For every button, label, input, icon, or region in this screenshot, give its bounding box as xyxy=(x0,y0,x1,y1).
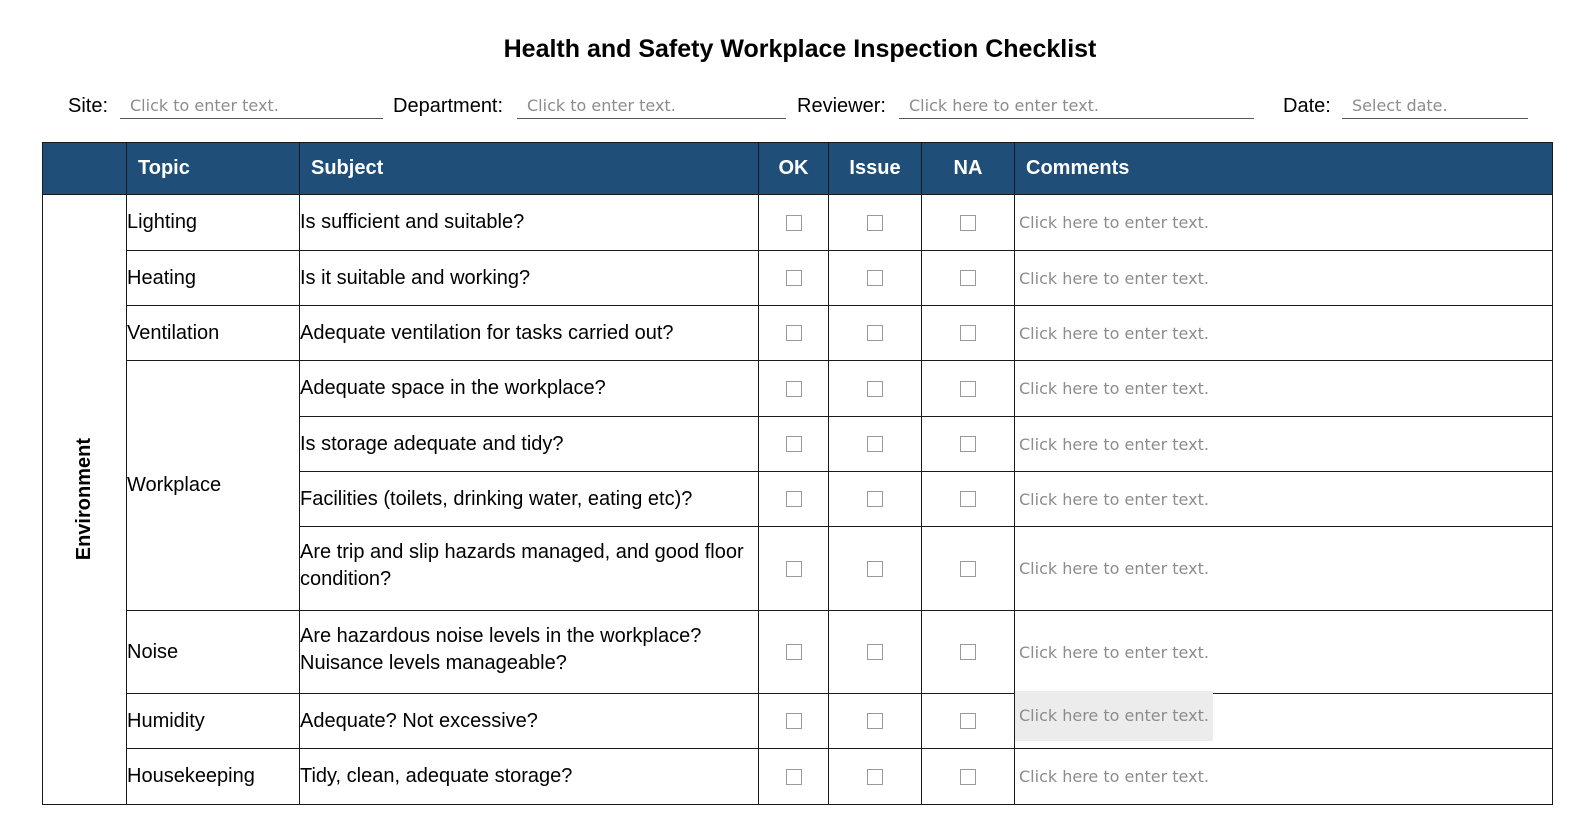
comment-input[interactable]: Click here to enter text. xyxy=(1019,489,1209,509)
issue-checkbox[interactable] xyxy=(867,436,883,452)
na-checkbox[interactable] xyxy=(960,436,976,452)
issue-checkbox[interactable] xyxy=(867,215,883,231)
comment-input[interactable]: Click here to enter text. xyxy=(1019,559,1209,578)
topic-cell: Noise xyxy=(127,611,300,694)
na-checkbox[interactable] xyxy=(960,491,976,507)
reviewer-label: Reviewer: xyxy=(797,95,886,117)
subject-cell: Is it suitable and working? xyxy=(300,251,759,306)
category-cell xyxy=(43,195,127,805)
subject-cell: Adequate? Not excessive? xyxy=(300,694,759,749)
comment-input[interactable]: Click here to enter text. xyxy=(1019,268,1209,288)
issue-checkbox[interactable] xyxy=(867,769,883,785)
topic-cell: Heating xyxy=(127,251,300,306)
reviewer-input[interactable]: Click here to enter text. xyxy=(899,93,1254,119)
table-row xyxy=(43,611,1553,694)
subject-cell: Are trip and slip hazards managed, and good floor condition? xyxy=(300,527,759,611)
header-ok: OK xyxy=(759,143,829,195)
na-checkbox[interactable] xyxy=(960,270,976,286)
table-row xyxy=(43,251,1553,306)
subject-cell: Adequate space in the workplace? xyxy=(300,361,759,417)
topic-cell: Lighting xyxy=(127,195,300,251)
issue-checkbox[interactable] xyxy=(867,270,883,286)
topic-cell: Ventilation xyxy=(127,306,300,361)
comment-input[interactable]: Click here to enter text. xyxy=(1019,379,1209,398)
subject-cell: Is storage adequate and tidy? xyxy=(300,417,759,472)
comment-input[interactable]: Click here to enter text. xyxy=(1019,642,1209,662)
na-checkbox[interactable] xyxy=(960,381,976,397)
na-checkbox[interactable] xyxy=(960,644,976,660)
comment-input[interactable]: Click here to enter text. xyxy=(1019,767,1209,786)
na-checkbox[interactable] xyxy=(960,561,976,577)
issue-checkbox[interactable] xyxy=(867,491,883,507)
subject-cell: Is sufficient and suitable? xyxy=(300,195,759,251)
comment-input-focused[interactable]: Click here to enter text. xyxy=(1015,691,1213,741)
table-row xyxy=(43,306,1553,361)
topic-cell: Workplace xyxy=(127,361,300,611)
table-row xyxy=(43,195,1553,251)
comment-input[interactable]: Click here to enter text. xyxy=(1019,213,1209,232)
header-na: NA xyxy=(922,143,1015,195)
issue-checkbox[interactable] xyxy=(867,713,883,729)
issue-checkbox[interactable] xyxy=(867,644,883,660)
header-comments: Comments xyxy=(1015,143,1553,195)
subject-cell: Tidy, clean, adequate storage? xyxy=(300,749,759,805)
header-category xyxy=(43,143,127,195)
comment-input[interactable]: Click here to enter text. xyxy=(1019,434,1209,454)
subject-cell: Are hazardous noise levels in the workplace? Nuisance levels manageable? xyxy=(300,611,759,694)
ok-checkbox[interactable] xyxy=(786,381,802,397)
ok-checkbox[interactable] xyxy=(786,491,802,507)
topic-cell: Humidity xyxy=(127,694,300,749)
department-label: Department: xyxy=(393,95,504,117)
header-subject: Subject xyxy=(300,143,759,195)
department-input[interactable]: Click to enter text. xyxy=(517,93,786,119)
table-header-row xyxy=(43,143,1553,195)
ok-checkbox[interactable] xyxy=(786,713,802,729)
date-label: Date: xyxy=(1283,95,1331,117)
issue-checkbox[interactable] xyxy=(867,381,883,397)
site-label: Site: xyxy=(68,95,109,117)
category-label: Environment xyxy=(73,438,95,561)
table-row xyxy=(43,361,1553,417)
page-title: Health and Safety Workplace Inspection Checklist xyxy=(503,35,1097,63)
topic-cell: Housekeeping xyxy=(127,749,300,805)
na-checkbox[interactable] xyxy=(960,215,976,231)
comment-input[interactable]: Click here to enter text. xyxy=(1019,323,1209,343)
ok-checkbox[interactable] xyxy=(786,769,802,785)
table-row xyxy=(43,749,1553,805)
header-issue: Issue xyxy=(829,143,922,195)
issue-checkbox[interactable] xyxy=(867,561,883,577)
header-topic: Topic xyxy=(127,143,300,195)
issue-checkbox[interactable] xyxy=(867,325,883,341)
na-checkbox[interactable] xyxy=(960,713,976,729)
table-row xyxy=(43,694,1553,749)
subject-cell: Facilities (toilets, drinking water, eating etc)? xyxy=(300,472,759,527)
date-picker[interactable]: Select date. xyxy=(1342,93,1528,119)
ok-checkbox[interactable] xyxy=(786,325,802,341)
ok-checkbox[interactable] xyxy=(786,215,802,231)
inspection-table xyxy=(42,142,1553,805)
na-checkbox[interactable] xyxy=(960,769,976,785)
ok-checkbox[interactable] xyxy=(786,561,802,577)
subject-cell: Adequate ventilation for tasks carried out? xyxy=(300,306,759,361)
ok-checkbox[interactable] xyxy=(786,436,802,452)
ok-checkbox[interactable] xyxy=(786,644,802,660)
na-checkbox[interactable] xyxy=(960,325,976,341)
site-input[interactable]: Click to enter text. xyxy=(120,93,383,119)
ok-checkbox[interactable] xyxy=(786,270,802,286)
